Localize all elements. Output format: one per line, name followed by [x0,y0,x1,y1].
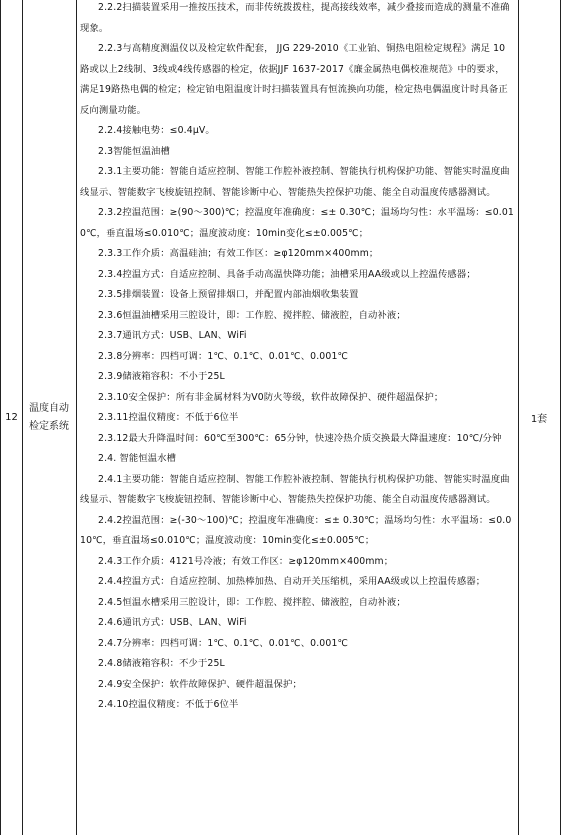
spec-paragraph: 2.4.1主要功能：智能自适应控制、智能工作腔补液控制、智能执行机构保护功能、智能实时温度曲线显示、智能数字飞梭旋钮控制、智能诊断中心、智能热失控保护功能、能全自动温度传感器测试。 [80,473,510,505]
spec-paragraph: 2.4.3工作介质：4121号冷液；有效工作区：≥φ120mm×400mm； [98,555,394,567]
spec-paragraph: 2.3.3工作介质：高温硅油；有效工作区：≥φ120mm×400mm； [98,248,379,259]
spec-paragraph: 2.3.2控温范围：≥(90～300)℃；控温度年准确度：≤± 0.30℃；温场均匀性：水平温场：≤0.010℃，垂直温场≤0.010℃；温度波动度：10min变化≤±0.005℃； [80,207,514,239]
spec-paragraph: 2.3.12最大升降温时间：60℃至300℃：65分钟，快速冷热介质交换最大降温速度：10℃/分钟 [98,432,502,444]
spec-paragraph: 2.4.2控温范围：≥(-30～100)℃；控温度年准确度：≤± 0.30℃；温场均匀性：水平温场：≤0.010℃，垂直温场≤0.010℃；温度波动度：10min变化≤±0.005℃； [80,514,512,546]
quantity: 1套 [530,414,548,425]
spec-paragraph: 2.4.9安全保护：软件故障保护、硬件超温保护； [98,678,302,690]
spec-paragraph: 2.4.7分辨率：四档可调：1℃、0.1℃、0.01℃、0.001℃ [98,637,349,649]
table-border-right [560,0,561,835]
spec-paragraph: 2.3.5排烟装置：设备上预留排烟口，并配置内部油烟收集装置 [98,289,359,300]
spec-heading: 2.4. 智能恒温水槽 [98,453,177,464]
row-number: 12 [5,412,18,423]
spec-paragraph: 2.3.10安全保护：所有非金属材料为V0防火等级，软件故障保护、硬件超温保护； [98,391,444,403]
row-number-cell [1,0,22,835]
table-divider-2 [76,0,77,835]
spec-paragraph: 2.3.11控温仪精度：不低于6位半 [98,412,239,423]
spec-content-cell [80,0,520,716]
spec-heading: 2.3智能恒温油槽 [98,145,170,157]
spec-paragraph: 2.4.6通讯方式：USB、LAN、WiFi [98,617,247,628]
spec-paragraph: 2.3.7通讯方式：USB、LAN、WiFi [98,330,247,341]
spec-paragraph: 2.3.9储液箱容积：不小于25L [98,371,225,382]
spec-paragraph: 2.3.1主要功能：智能自适应控制、智能工作腔补液控制、智能执行机构保护功能、智能实时温度曲线显示、智能数字飞梭旋钮控制、智能诊断中心、智能热失控保护功能、能全自动温度传感器测试。 [80,166,510,198]
spec-paragraph: 2.4.4控温方式：自适应控制、加热棒加热、自动开关压缩机，采用AA级或以上控温传感器； [98,576,486,587]
spec-paragraph: 2.2.3与高精度测温仪以及检定软件配套， JJG 229-2010《工业铂、铜热电阻检定规程》满足 10路或以上2线制、3线或4线传感器的检定，依据JJF 1637-2017《廉金属热电偶校准规范》中的要求，满足19路热电偶的检定；检定铂电阻温度计时扫描装置具有恒流换向功能，检定热电偶温度计时具备正反向测量功能。 [80,43,508,116]
spec-paragraph: 2.4.10控温仪精度：不低于6位半 [98,699,239,710]
spec-paragraph: 2.3.4控温方式：自适应控制、具备手动高温快降功能；油槽采用AA级或以上控温传感器； [98,268,476,280]
item-name: 温度自动检定系统 [29,402,69,432]
spec-paragraph: 2.2.2扫描装置采用一推按压技术，而非传统拨拨柱，提高接线效率，减少叠接而造成的测量不准确现象。 [80,2,510,34]
spec-paragraph: 2.4.5恒温水槽采用三腔设计，即：工作腔、搅拌腔、储液腔，自动补液； [98,596,406,608]
item-name-cell [23,0,75,835]
spec-paragraph: 2.2.4接触电势：≤0.4μV。 [98,125,215,136]
spec-paragraph: 2.3.8分辨率：四档可调：1℃、0.1℃、0.01℃、0.001℃ [98,350,349,362]
spec-paragraph: 2.3.6恒温油槽采用三腔设计，即：工作腔、搅拌腔、储液腔，自动补液； [98,309,406,321]
spec-paragraph: 2.4.8储液箱容积：不少于25L [98,658,225,669]
quantity-cell [519,0,559,835]
